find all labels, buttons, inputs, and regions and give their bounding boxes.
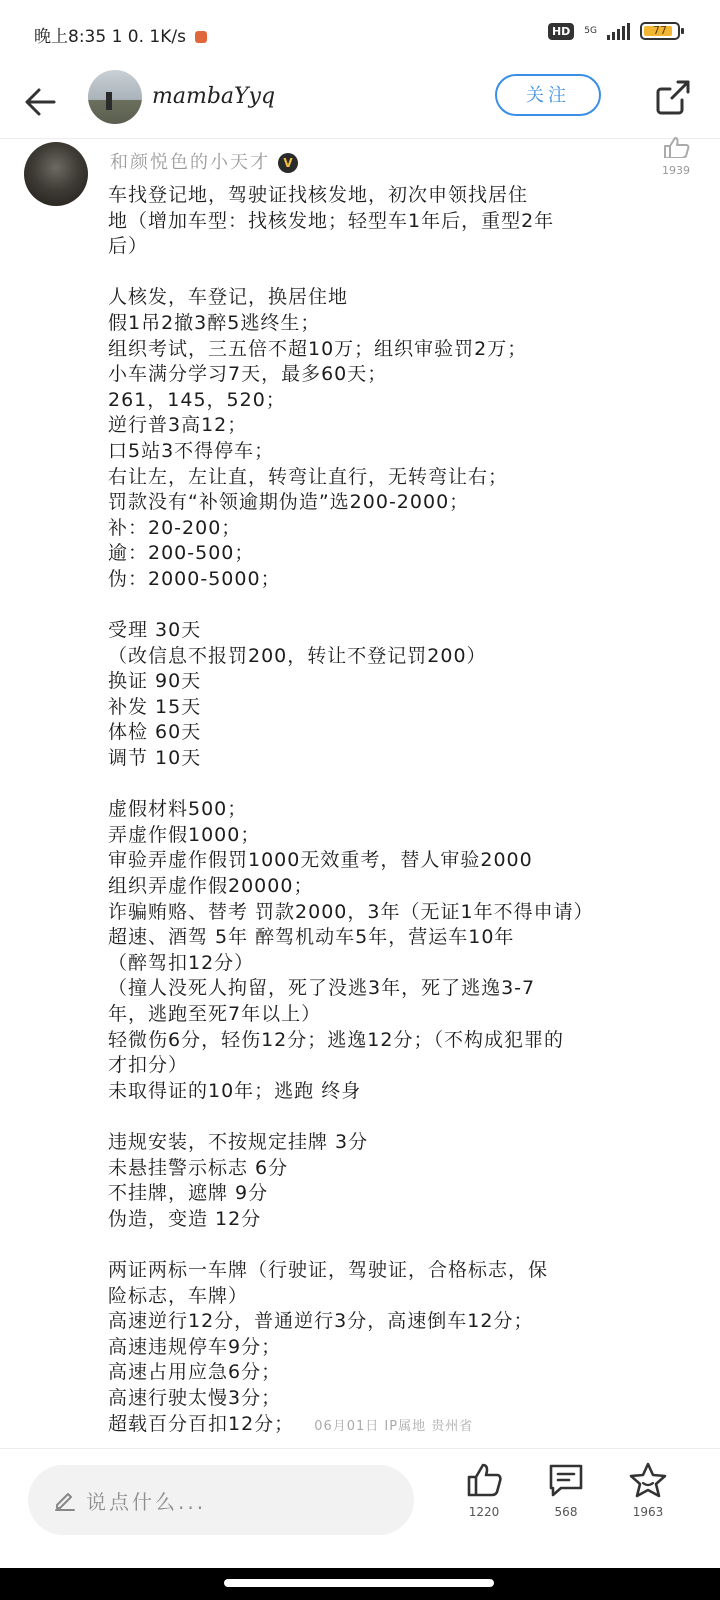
comment-line: 组织考试，三五倍不超10万；组织审验罚2万； <box>108 337 528 360</box>
comment-line: 年，逃跑至死7年以上） <box>108 1003 322 1025</box>
comment-line: 体检 60天 <box>108 721 202 744</box>
comment-line: 罚款没有“补领逾期伪造”选200-2000； <box>108 491 470 514</box>
hd-badge: HD <box>548 23 574 40</box>
status-time-text: 晚上8:35 1 0. 1K/s <box>34 27 186 47</box>
follow-button[interactable]: 关注 <box>495 74 601 116</box>
comment-body <box>108 183 613 1437</box>
network-label: 5G <box>584 26 597 36</box>
comment-line <box>108 1232 613 1258</box>
comment-like-button[interactable] <box>656 136 696 177</box>
pencil-icon <box>54 1489 76 1511</box>
comment-line: 险标志，车牌） <box>108 1284 249 1307</box>
comment-line: 受理 30天 <box>108 619 202 642</box>
comment-line: （醉驾扣12分） <box>108 951 255 974</box>
comment-meta: 06月01日 IP属地 贵州省 <box>314 1418 474 1434</box>
comment-line: 小车满分学习7天，最多60天； <box>108 363 388 386</box>
comment-like-count: 1939 <box>662 164 690 177</box>
comment-line: 轻微伤6分，轻伤12分；逃逸12分；（不构成犯罪的 <box>108 1028 564 1051</box>
battery-icon <box>640 22 680 40</box>
comment-line: 违规安装，不按规定挂牌 3分 <box>108 1130 369 1153</box>
bottom-bar <box>0 1448 720 1569</box>
comment-line: 伪造，变造 12分 <box>108 1207 262 1230</box>
comment-line <box>108 593 613 619</box>
comment-line <box>108 1104 613 1130</box>
comment-line: 换证 90天 <box>108 670 202 693</box>
favorite-button[interactable] <box>618 1461 678 1519</box>
favorite-count: 1963 <box>632 1505 664 1519</box>
back-button[interactable] <box>20 80 64 124</box>
comment-line: 补发 15天 <box>108 695 202 718</box>
comment-line: 虚假材料500； <box>108 798 248 821</box>
comment-line <box>108 772 613 798</box>
author-avatar[interactable] <box>88 70 142 124</box>
comment-line: 未取得证的10年；逃跑 终身 <box>108 1079 362 1102</box>
comment-line: 诈骗贿赂、替考 罚款2000，3年（无证1年不得申请） <box>108 900 594 923</box>
commenter-name-text: 和颜悦色的小天才 <box>110 152 270 173</box>
comment-line: 口5站3不得停车； <box>108 439 275 462</box>
comment-line: （改信息不报罚200，转让不登记罚200） <box>108 644 487 667</box>
comment-line: 补：20-200； <box>108 516 242 539</box>
comment-line: 伪：2000-5000； <box>108 567 281 590</box>
comment-icon <box>547 1461 585 1499</box>
status-time <box>34 22 207 47</box>
back-arrow-icon <box>20 80 64 124</box>
thumbs-up-icon <box>465 1461 503 1499</box>
comment-last-line <box>108 1412 613 1438</box>
comment-line: 审验弄虚作假罚1000无效重考，替人审验2000 <box>108 849 533 872</box>
comment-line: 逾：200-500； <box>108 542 255 565</box>
like-button[interactable] <box>454 1461 514 1519</box>
comment-line: 两证两标一车牌（行驶证，驾驶证，合格标志，保 <box>108 1258 549 1281</box>
like-count: 1220 <box>468 1505 500 1519</box>
comment-line: 超载百分百扣12分； <box>108 1412 295 1435</box>
comment-line <box>108 260 613 286</box>
comment-button[interactable] <box>536 1461 596 1519</box>
comment-line: 组织弄虚作假20000； <box>108 875 314 898</box>
comment-line: 弄虚作假1000； <box>108 823 261 846</box>
author-username[interactable]: mambaYyq <box>152 84 276 109</box>
comment-input[interactable] <box>28 1465 414 1535</box>
notification-icon <box>195 31 207 43</box>
comment-line: 高速占用应急6分； <box>108 1361 282 1384</box>
comment-input-placeholder: 说点什么... <box>86 1490 207 1514</box>
comment-line: 车找登记地，驾驶证找核发地，初次申领找居住 <box>108 184 529 206</box>
comment-line: 右让左，左让直，转弯让直行，无转弯让右； <box>108 465 509 488</box>
commenter-name[interactable] <box>110 148 298 174</box>
comment-count: 568 <box>554 1505 578 1519</box>
level-badge-icon: V <box>278 153 298 173</box>
comment-line: 高速逆行12分，普通逆行3分，高速倒车12分； <box>108 1310 534 1333</box>
commenter-avatar[interactable] <box>24 142 88 206</box>
header <box>0 66 720 139</box>
status-bar <box>0 0 720 66</box>
comment-line: 调节 10天 <box>108 747 202 770</box>
comment-line: 不挂牌，遮牌 9分 <box>108 1182 269 1205</box>
comment-line: 逆行普3高12； <box>108 414 248 437</box>
home-indicator-bar[interactable] <box>224 1579 494 1587</box>
comment-line: 地（增加车型：找核发地；轻型车1年后，重型2年 <box>108 209 555 232</box>
status-indicators <box>548 22 680 40</box>
battery-level: 77 <box>653 24 667 37</box>
comment-line: 才扣分） <box>108 1054 189 1077</box>
comment-line: （撞人没死人拘留，死了没逃3年，死了逃逸3-7 <box>108 977 536 1000</box>
comment-line: 未悬挂警示标志 6分 <box>108 1156 289 1179</box>
comment-line: 假1吊2撤3醉5逃终生； <box>108 311 321 334</box>
comment-line: 高速违规停车9分； <box>108 1335 282 1358</box>
star-icon <box>628 1461 668 1499</box>
signal-icon <box>607 22 630 40</box>
comment-line: 高速行驶太慢3分； <box>108 1386 282 1409</box>
share-icon <box>652 76 694 118</box>
thumbs-up-icon <box>661 136 691 158</box>
comment-line: 261，145，520； <box>108 388 286 411</box>
comment-line: 超速、酒驾 5年 醉驾机动车5年，营运车10年 <box>108 926 515 949</box>
share-button[interactable] <box>652 76 694 118</box>
comment-line: 后） <box>108 235 149 258</box>
comment-line: 人核发，车登记，换居住地 <box>108 286 349 309</box>
home-indicator <box>0 1568 720 1600</box>
